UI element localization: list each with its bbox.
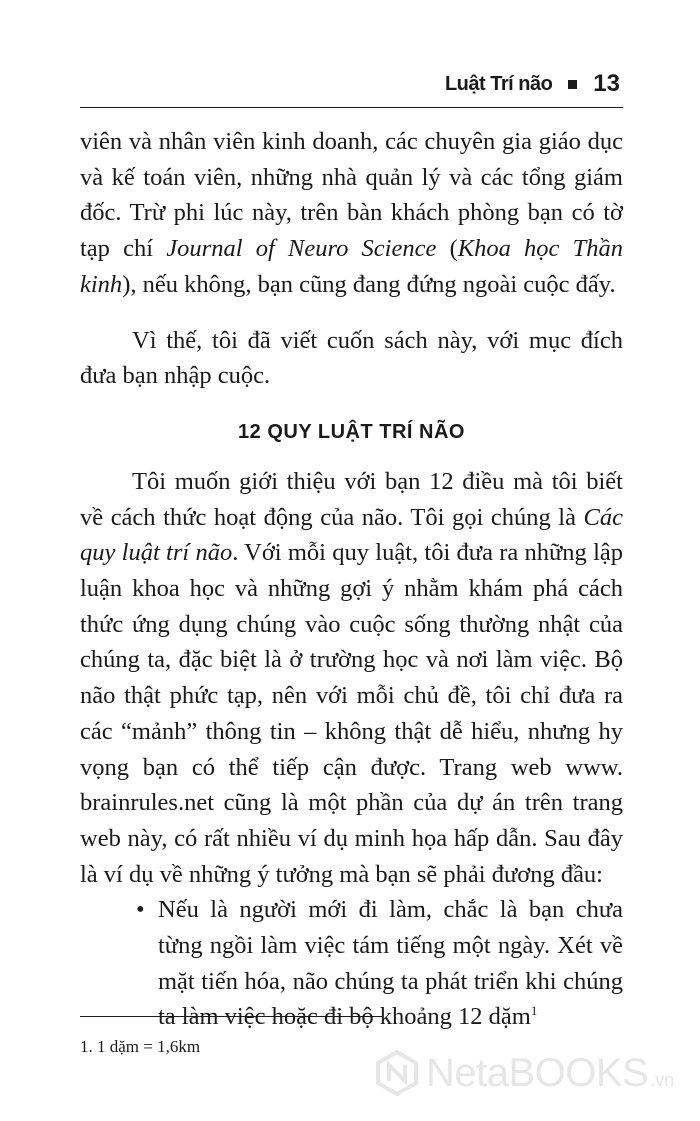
section-heading: 12 QUY LUẬT TRÍ NÃO xyxy=(238,420,465,443)
netabooks-logo-icon xyxy=(374,1050,420,1096)
bullet-item xyxy=(80,892,623,1035)
paragraph-1-paren: ( xyxy=(436,235,458,263)
header-rule xyxy=(80,107,623,108)
journal-translation: Khoa học Thần kinh xyxy=(80,235,623,298)
running-header xyxy=(445,70,620,98)
watermark xyxy=(374,1050,674,1096)
paragraph-1 xyxy=(80,124,623,303)
page-body xyxy=(80,124,623,1035)
square-separator-icon xyxy=(568,80,577,89)
watermark-brand: NetaBOOKS xyxy=(426,1050,649,1095)
paragraph-1-text: viên và nhân viên kinh doanh, các chuyên gia giáo dục và kế toán viên, những nhà quản lý và các tổng giám đốc. Trừ phi lúc này, trên bàn khách phòng bạn có tờ tạp chí xyxy=(80,128,623,263)
bullet-text xyxy=(158,892,623,1035)
paragraph-2: Vì thế, tôi đã viết cuốn sách này, với mục đích đưa bạn nhập cuộc. xyxy=(80,326,623,390)
footnote-rule xyxy=(80,1016,383,1017)
bullet-marker: • xyxy=(136,896,145,924)
paragraph-3-start: Tôi muốn giới thiệu với bạn 12 điều mà tôi biết về cách thức hoạt động của não. Tôi gọi chúng là xyxy=(80,467,623,531)
paragraph-3 xyxy=(80,464,623,892)
running-title: Luật Trí não xyxy=(444,72,553,95)
paragraph-1-end: ), nếu không, bạn cũng đang đứng ngoài cuộc đấy. xyxy=(122,270,616,298)
footnote: 1. 1 dặm = 1,6km xyxy=(80,1037,201,1056)
bullet-1-text: Nếu là người mới đi làm, chắc là bạn chưa từng ngồi làm việc tám tiếng một ngày. Xét về mặt tiến hóa, não chúng ta phát triển khi chúng ta làm việc hoặc đi bộ khoảng 12 dặm xyxy=(158,896,623,1031)
watermark-suffix: .vn xyxy=(650,1069,675,1090)
journal-title: Journal of Neuro Science xyxy=(166,235,437,263)
brain-rules-term: Các quy luật trí não xyxy=(80,503,623,567)
page-number: 13 xyxy=(593,70,620,97)
footnote-ref: 1 xyxy=(530,1003,538,1019)
paragraph-3-end: . Với mỗi quy luật, tôi đưa ra những lập luận khoa học và những gợi ý nhằm khám phá cách thức ứng dụng chúng vào cuộc sống thường nhật của chúng ta, đặc biệt là ở trường học và nơi làm việc. Bộ não thật phức tạp, nên với mỗi chủ đề, tôi chỉ đưa ra các “mảnh” thông tin – không thật dễ hiểu, nhưng hy vọng bạn có thể tiếp cận được. Trang web www. brainrules.net cũng là một phần của dự án trên trang web này, có rất nhiều ví dụ minh họa hấp dẫn. Sau đây là ví dụ về những ý tưởng mà bạn sẽ phải đương đầu: xyxy=(80,539,624,888)
